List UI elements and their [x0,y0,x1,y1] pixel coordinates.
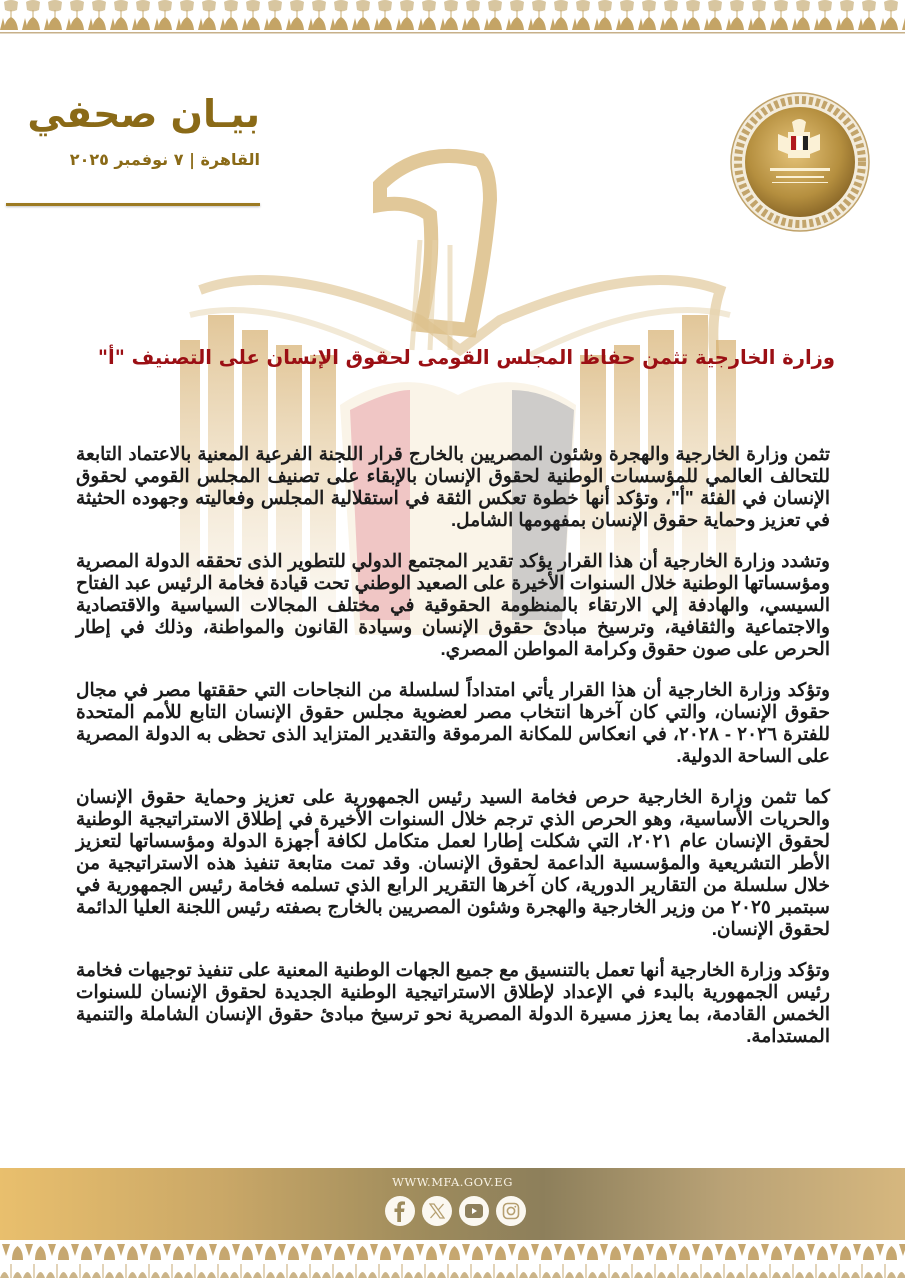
body-paragraph: وتؤكد وزارة الخارجية أن هذا القرار يأتي امتداداً لسلسلة من النجاحات التي حققتها مصر في مجال حقوق الإنسان، والتي كان آخرها انتخاب مصر لعضوية مجلس حقوق الإنسان التابع للأمم المتحدة للفترة ٢٠٢٦ - ٢٠٢٨، في انعكاس للمكانة المرموقة والتقدير المتزايد الذى تحظى به الدولة المصرية على الساحة الدولية. [76,679,830,766]
ministry-seal-logo [730,92,870,232]
body-paragraph: كما تثمن وزارة الخارجية حرص فخامة السيد رئيس الجمهورية على تعزيز وحماية حقوق الإنسان والحريات الأساسية، وهو الحرص الذي ترجم خلال السنوات الأخيرة في إطلاق الاستراتيجية الوطنية لحقوق الإنسان عام ٢٠٢١، التي شكلت إطارا لعمل متكامل لكافة أجهزة الدولة ومؤسساتها لتعزيز الأطر التشريعية والمؤسسية الداعمة لحقوق الإنسان. وقد تمت متابعة تنفيذ هذه الاستراتيجية من خلال سلسلة من التقارير الدورية، كان آخرها التقرير الرابع الذي تسلمه فخامة رئيس الجمهورية في سبتمبر ٢٠٢٥ من وزير الخارجية والهجرة وشئون المصريين بالخارج بصفته رئيس اللجنة العليا الدائمة لحقوق الإنسان. [76,786,830,939]
youtube-icon [465,1204,483,1218]
bottom-ornamental-border [0,1240,905,1280]
website-link[interactable]: WWW.MFA.GOV.EG [392,1175,513,1189]
x-button[interactable] [422,1196,452,1226]
title-divider [6,203,260,206]
body-paragraph: وتشدد وزارة الخارجية أن هذا القرار يؤكد تقدير المجتمع الدولي للتطوير الذى تحققه الدولة المصرية ومؤسساتها الوطنية خلال السنوات الأخيرة على الصعيد الوطني تحت قيادة فخامة الرئيس عبد الفتاح السيسي، والهادفة إلي الارتقاء بالمنظومة الحقوقية في مختلف المجالات السياسية والاقتصادية والاجتماعية والثقافية، وترسيخ مبادئ حقوق الإنسان وسيادة القانون والمواطنة، وذلك في إطار الحرص على صون حقوق وكرامة المواطن المصري. [76,550,830,659]
instagram-button[interactable] [496,1196,526,1226]
press-release-header [0,90,262,169]
facebook-button[interactable] [385,1196,415,1226]
top-ornamental-border [0,0,905,36]
x-icon [429,1203,445,1219]
youtube-button[interactable] [459,1196,489,1226]
dateline: القاهرة | ٧ نوفمبر ٢٠٢٥ [69,150,260,169]
body-paragraph: تثمن وزارة الخارجية والهجرة وشئون المصريين بالخارج قرار اللجنة الفرعية المعنية بالاعتماد التابعة للتحالف العالمي للمؤسسات الوطنية لحقوق الإنسان بالإبقاء على تصنيف المجلس القومي لحقوق الإنسان في الفئة "أ"، وتؤكد أنها خطوة تعكس الثقة في استقلالية المجلس وفعاليته وجهوده الحثيثة في تعزيز وحماية حقوق الإنسان بمفهومها الشامل. [76,443,830,530]
document-title: بيـان صحفي [27,92,260,136]
social-links [385,1196,526,1226]
press-release-body [76,443,830,1066]
headline: وزارة الخارجية تثمن حفاظ المجلس القومى لحقوق الإنسان على التصنيف "أ" [97,346,835,369]
body-paragraph: وتؤكد وزارة الخارجية أنها تعمل بالتنسيق مع جميع الجهات الوطنية المعنية على تنفيذ توجيهات فخامة رئيس الجمهورية بالبدء في الإعداد لإطلاق الاستراتيجية الوطنية الجديدة لحقوق الإنسان للسنوات الخمس القادمة، بما يعزز مسيرة الدولة المصرية نحو ترسيخ مبادئ حقوق الإنسان الشاملة والتنمية المستدامة. [76,959,830,1046]
facebook-icon [390,1200,410,1222]
footer [0,1168,905,1240]
instagram-icon [502,1202,520,1220]
